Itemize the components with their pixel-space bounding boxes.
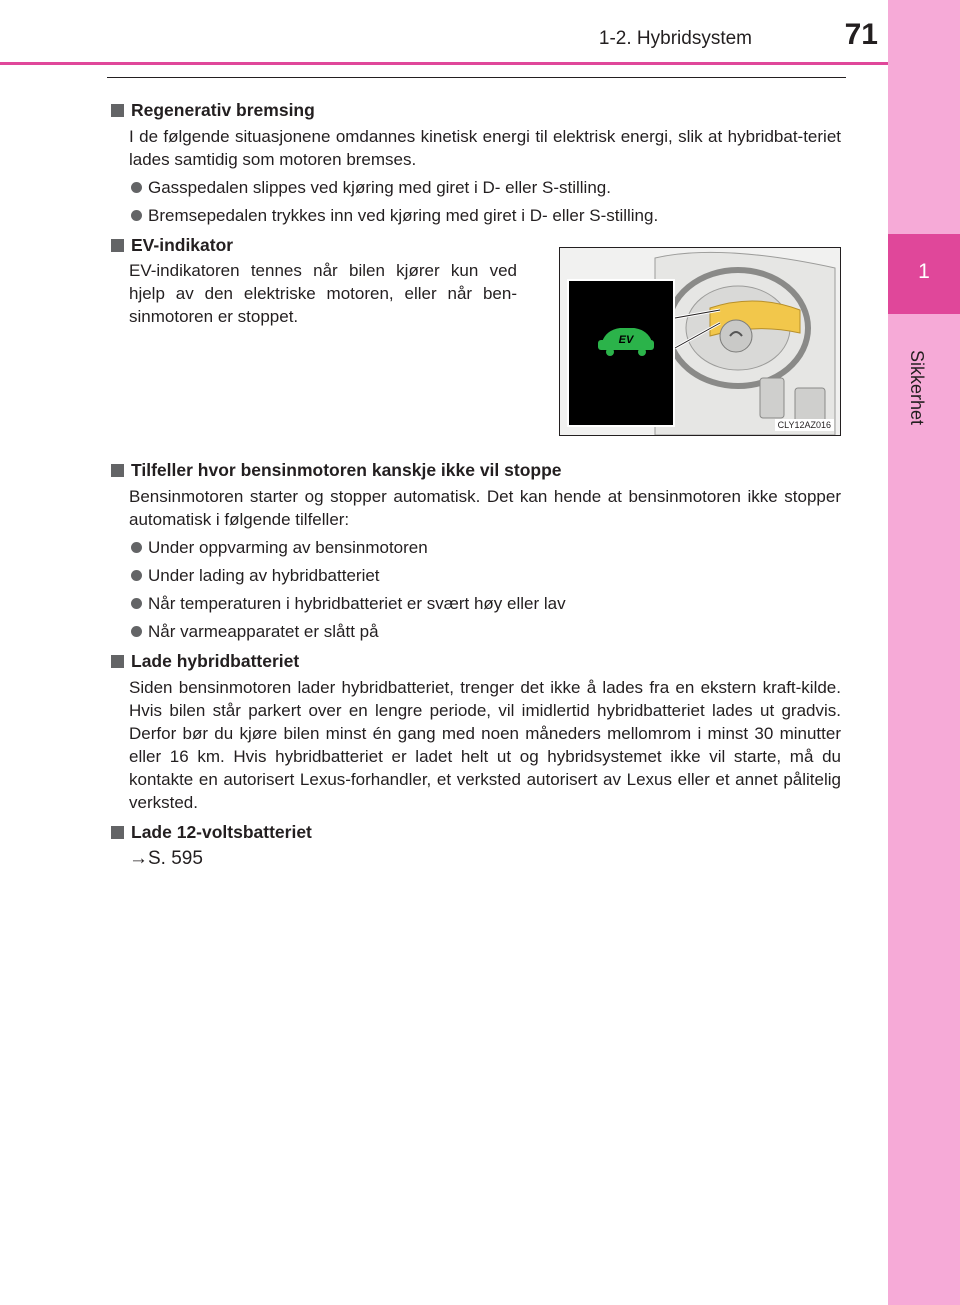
heading-text: Lade hybridbatteriet: [131, 651, 300, 671]
list-item: [129, 536, 841, 559]
header-rule: [107, 77, 846, 78]
list-item: [129, 592, 841, 615]
list-item-text: Under lading av hybridbatteriet: [148, 566, 380, 585]
paragraph: I de følgende situasjonene omdannes kinetisk energi til elektrisk energi, slik at hybridbat-teriet lades samtidig som motoren bremses.: [129, 127, 841, 169]
list-item-text: Når temperaturen i hybridbatteriet er svært høy eller lav: [148, 594, 566, 613]
chapter-label: Sikkerhet: [907, 350, 927, 426]
page-number: 71: [844, 18, 878, 51]
heading-text: Regenerativ bremsing: [131, 100, 315, 120]
paragraph: EV-indikatoren tennes når bilen kjører kun ved hjelp av den elektriske motoren, eller når ben-sinmotoren er stoppet.: [129, 261, 517, 326]
round-bullet-icon: [131, 210, 142, 221]
square-bullet-icon: [111, 239, 124, 252]
chapter-tab[interactable]: [888, 234, 960, 314]
ev-row: [108, 259, 841, 436]
list-item-text: Gasspedalen slippes ved kjøring med giret i D- eller S-stilling.: [148, 178, 611, 197]
section-title: 1-2. Hybridsystem: [598, 28, 752, 49]
list-item-text: Når varmeapparatet er slått på: [148, 622, 379, 641]
round-bullet-icon: [131, 626, 142, 637]
section-heading-engine-stop: [108, 458, 841, 482]
list-item-text: Bremsepedalen trykkes inn ved kjøring med giret i D- eller S-stilling.: [148, 206, 659, 225]
heading-text: EV-indikator: [131, 235, 234, 255]
list-item: [129, 204, 841, 227]
round-bullet-icon: [131, 570, 142, 581]
page-content: [108, 92, 841, 870]
round-bullet-icon: [131, 598, 142, 609]
ev-indicator-figure: [559, 247, 841, 436]
page-header: [0, 0, 888, 65]
list-item-text: Under oppvarming av bensinmotoren: [148, 538, 428, 557]
heading-text: Tilfeller hvor bensinmotoren kanskje ikke vil stoppe: [131, 460, 562, 480]
square-bullet-icon: [111, 104, 124, 117]
page-reference-link[interactable]: →S. 595: [129, 848, 203, 869]
section-heading-charge-12v: [108, 820, 841, 844]
list-item: [129, 620, 841, 643]
paragraph: Siden bensinmotoren lader hybridbatteriet, trenger det ikke å lades fra en ekstern kraft-kilde. Hvis bilen står parkert over en lengre periode, vil imidlertid hybridbatteriet lades ut gradvis. Derfor bør du kjøre bilen minst én gang med noen måneders mellomrom i minst 30 minutter eller 16 km. Hvis hybridbatteriet er ladet helt ut og hybridsystemet ikke vil starte, må du kontakte en autorisert Lexus-forhandler, et verksted autorisert av Lexus eller et annet pålitelig verksted.: [129, 678, 841, 812]
list-item: [129, 564, 841, 587]
section-heading-charge-hybrid: [108, 649, 841, 673]
section-heading-regen: [108, 98, 841, 122]
square-bullet-icon: [111, 464, 124, 477]
round-bullet-icon: [131, 542, 142, 553]
ev-badge-text: EV: [618, 334, 634, 346]
side-band: [888, 0, 960, 1305]
paragraph: Bensinmotoren starter og stopper automatisk. Det kan hende at bensinmotoren ikke stopper automatisk i følgende tilfeller:: [129, 487, 841, 529]
figure-code: CLY12AZ016: [775, 419, 834, 431]
round-bullet-icon: [131, 182, 142, 193]
list-item: [129, 176, 841, 199]
chapter-number: 1: [918, 260, 930, 283]
square-bullet-icon: [111, 826, 124, 839]
dashboard-illustration: [560, 248, 840, 435]
square-bullet-icon: [111, 655, 124, 668]
heading-text: Lade 12-voltsbatteriet: [131, 822, 312, 842]
